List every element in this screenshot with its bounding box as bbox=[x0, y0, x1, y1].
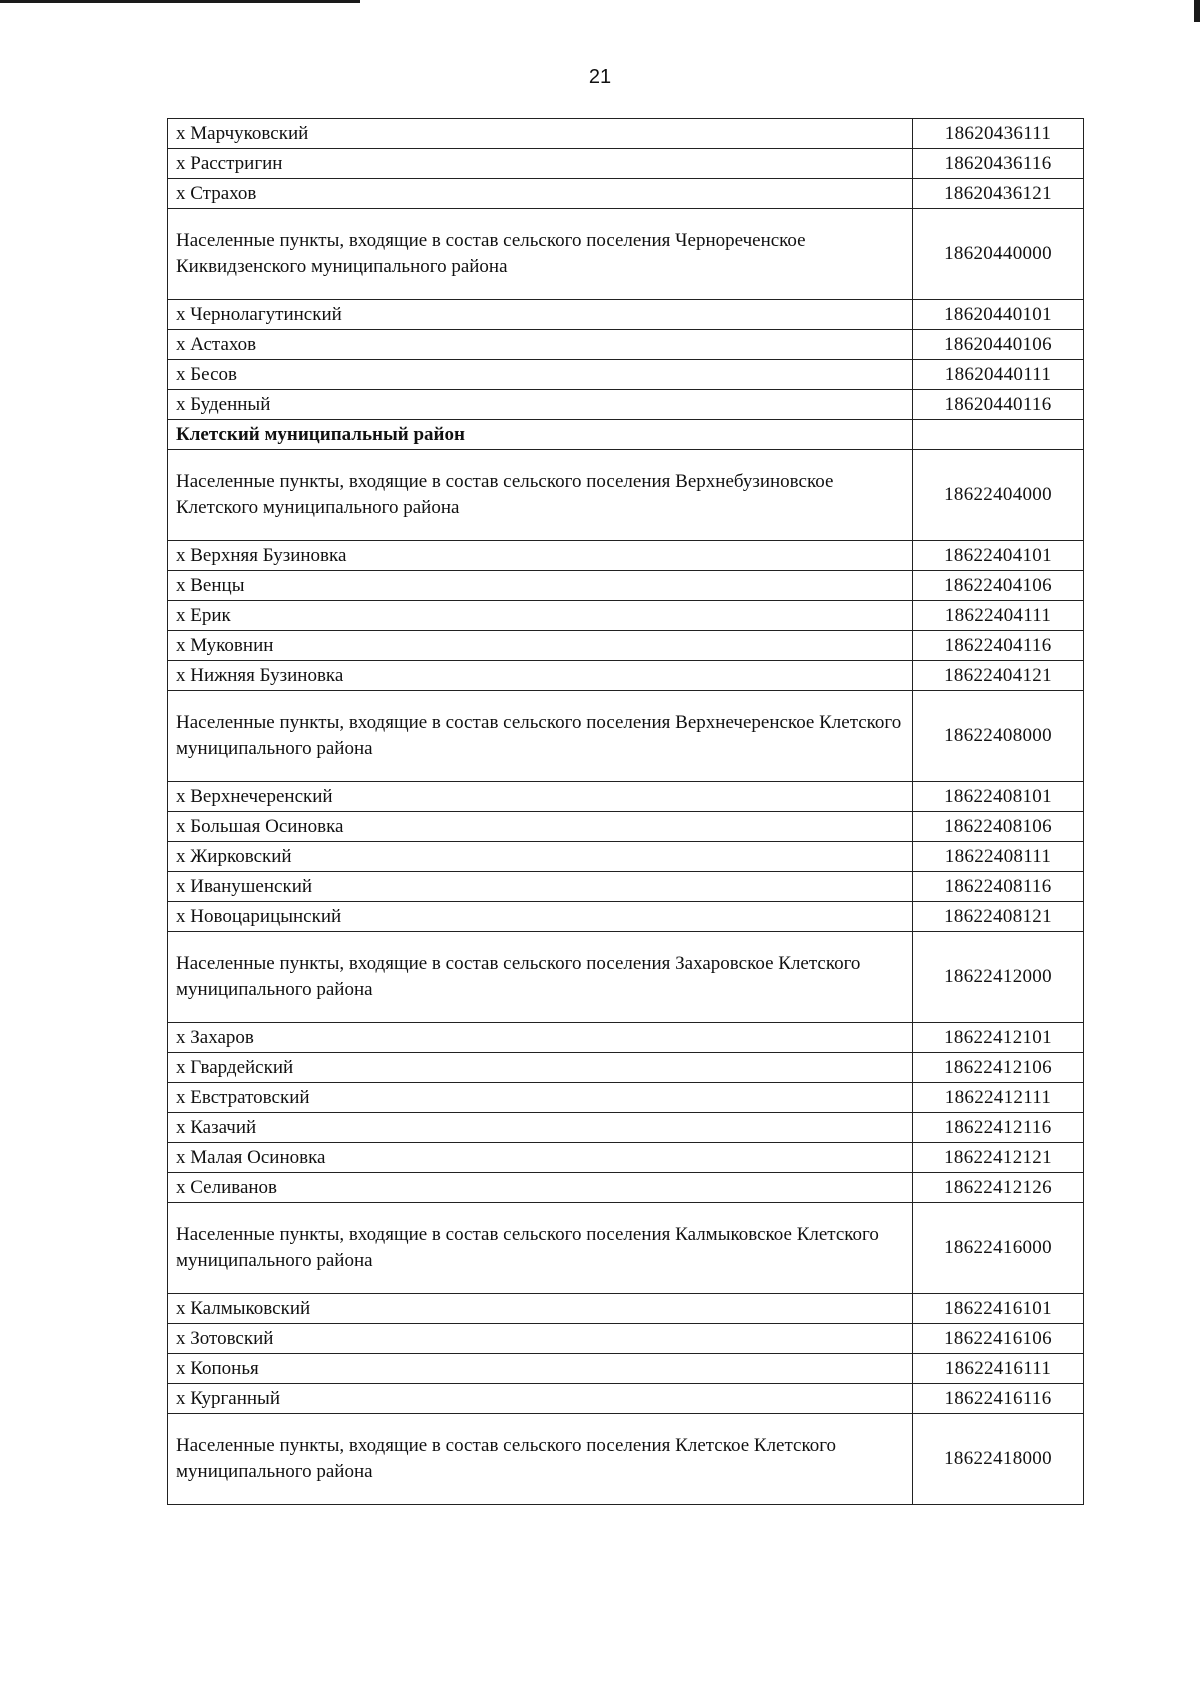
settlement-name-cell: х Буденный bbox=[168, 390, 913, 420]
table-row bbox=[168, 179, 1084, 209]
okato-code-cell: 18620436121 bbox=[913, 179, 1084, 209]
okato-code-cell: 18622412116 bbox=[913, 1113, 1084, 1143]
okato-code-cell: 18622408116 bbox=[913, 872, 1084, 902]
settlement-name-cell: х Евстратовский bbox=[168, 1083, 913, 1113]
table-row bbox=[168, 360, 1084, 390]
table-row bbox=[168, 1173, 1084, 1203]
table-row bbox=[168, 1354, 1084, 1384]
okato-code-cell: 18622408101 bbox=[913, 782, 1084, 812]
table-row bbox=[168, 812, 1084, 842]
okato-code-cell: 18620440106 bbox=[913, 330, 1084, 360]
okato-code-cell: 18622408111 bbox=[913, 842, 1084, 872]
table-row bbox=[168, 902, 1084, 932]
okato-code-cell: 18622412126 bbox=[913, 1173, 1084, 1203]
settlement-name-cell: х Новоцарицынский bbox=[168, 902, 913, 932]
okato-code-cell: 18622412121 bbox=[913, 1143, 1084, 1173]
okato-code-cell: 18622404000 bbox=[913, 450, 1084, 541]
table-row bbox=[168, 330, 1084, 360]
table-row-district bbox=[168, 420, 1084, 450]
okato-code-cell bbox=[913, 420, 1084, 450]
scan-edge-bar bbox=[0, 0, 360, 3]
settlement-name-cell: Населенные пункты, входящие в состав сельского поселения Чернореченское Киквидзенского муниципального района bbox=[168, 209, 913, 300]
table-row bbox=[168, 300, 1084, 330]
settlement-name-cell: х Калмыковский bbox=[168, 1294, 913, 1324]
settlement-name-cell: Клетский муниципальный район bbox=[168, 420, 913, 450]
table-body bbox=[168, 119, 1084, 1505]
okato-code-cell: 18620440101 bbox=[913, 300, 1084, 330]
settlement-name-cell: х Жирковский bbox=[168, 842, 913, 872]
table-row bbox=[168, 872, 1084, 902]
settlement-name-cell: х Бесов bbox=[168, 360, 913, 390]
settlement-name-cell: Населенные пункты, входящие в состав сельского поселения Захаровское Клетского муниципального района bbox=[168, 932, 913, 1023]
okato-code-cell: 18622404106 bbox=[913, 571, 1084, 601]
settlement-name-cell: х Верхняя Бузиновка bbox=[168, 541, 913, 571]
settlement-name-cell: х Захаров bbox=[168, 1023, 913, 1053]
table-row-settlement-group bbox=[168, 450, 1084, 541]
okato-code-cell: 18620440111 bbox=[913, 360, 1084, 390]
settlement-name-cell: Населенные пункты, входящие в состав сельского поселения Верхнечеренское Клетского муниципального района bbox=[168, 691, 913, 782]
okato-code-cell: 18622408106 bbox=[913, 812, 1084, 842]
table-row bbox=[168, 1294, 1084, 1324]
okato-code-cell: 18622416116 bbox=[913, 1384, 1084, 1414]
settlement-name-cell: х Зотовский bbox=[168, 1324, 913, 1354]
okato-code-cell: 18622408000 bbox=[913, 691, 1084, 782]
settlement-name-cell: х Чернолагутинский bbox=[168, 300, 913, 330]
table-row bbox=[168, 1083, 1084, 1113]
okato-code-cell: 18622404121 bbox=[913, 661, 1084, 691]
settlement-name-cell: Населенные пункты, входящие в состав сельского поселения Верхнебузиновское Клетского муниципального района bbox=[168, 450, 913, 541]
settlement-name-cell: х Нижняя Бузиновка bbox=[168, 661, 913, 691]
table-row bbox=[168, 390, 1084, 420]
table-row bbox=[168, 1324, 1084, 1354]
table-row bbox=[168, 149, 1084, 179]
table-row-settlement-group bbox=[168, 932, 1084, 1023]
okato-code-cell: 18622412111 bbox=[913, 1083, 1084, 1113]
okato-code-cell: 18620436116 bbox=[913, 149, 1084, 179]
okato-code-cell: 18622416000 bbox=[913, 1203, 1084, 1294]
settlement-name-cell: х Астахов bbox=[168, 330, 913, 360]
table-row bbox=[168, 1143, 1084, 1173]
okato-code-cell: 18622416106 bbox=[913, 1324, 1084, 1354]
table-row bbox=[168, 842, 1084, 872]
settlement-name-cell: х Марчуковский bbox=[168, 119, 913, 149]
okato-code-cell: 18620440000 bbox=[913, 209, 1084, 300]
okato-code-cell: 18622404111 bbox=[913, 601, 1084, 631]
settlement-name-cell: х Расстригин bbox=[168, 149, 913, 179]
settlement-name-cell: х Гвардейский bbox=[168, 1053, 913, 1083]
settlement-name-cell: х Большая Осиновка bbox=[168, 812, 913, 842]
table-row-settlement-group bbox=[168, 691, 1084, 782]
settlement-name-cell: х Страхов bbox=[168, 179, 913, 209]
table-row-settlement-group bbox=[168, 209, 1084, 300]
okato-code-cell: 18622418000 bbox=[913, 1414, 1084, 1505]
settlement-name-cell: х Селиванов bbox=[168, 1173, 913, 1203]
okato-code-cell: 18622416101 bbox=[913, 1294, 1084, 1324]
table-row bbox=[168, 1053, 1084, 1083]
settlement-name-cell: х Казачий bbox=[168, 1113, 913, 1143]
settlement-name-cell: х Венцы bbox=[168, 571, 913, 601]
page-number: 21 bbox=[588, 66, 612, 88]
okato-code-cell: 18622412000 bbox=[913, 932, 1084, 1023]
okato-code-cell: 18622404101 bbox=[913, 541, 1084, 571]
table-row bbox=[168, 1384, 1084, 1414]
settlement-name-cell: х Малая Осиновка bbox=[168, 1143, 913, 1173]
table-row bbox=[168, 782, 1084, 812]
okato-code-cell: 18620436111 bbox=[913, 119, 1084, 149]
table-row bbox=[168, 541, 1084, 571]
table-row bbox=[168, 571, 1084, 601]
okato-code-cell: 18620440116 bbox=[913, 390, 1084, 420]
settlement-name-cell: х Иванушенский bbox=[168, 872, 913, 902]
table-row bbox=[168, 119, 1084, 149]
table-row bbox=[168, 631, 1084, 661]
okato-code-cell: 18622412101 bbox=[913, 1023, 1084, 1053]
scan-edge-mark bbox=[1194, 0, 1200, 22]
table-row-settlement-group bbox=[168, 1414, 1084, 1505]
table-row bbox=[168, 1113, 1084, 1143]
table-row-settlement-group bbox=[168, 1203, 1084, 1294]
table-row bbox=[168, 1023, 1084, 1053]
okato-code-cell: 18622404116 bbox=[913, 631, 1084, 661]
settlement-name-cell: Населенные пункты, входящие в состав сельского поселения Калмыковское Клетского муниципального района bbox=[168, 1203, 913, 1294]
settlements-table bbox=[167, 118, 1084, 1505]
table-row bbox=[168, 661, 1084, 691]
table-row bbox=[168, 601, 1084, 631]
settlement-name-cell: х Ерик bbox=[168, 601, 913, 631]
settlement-name-cell: х Верхнечеренский bbox=[168, 782, 913, 812]
okato-code-cell: 18622412106 bbox=[913, 1053, 1084, 1083]
settlement-name-cell: х Копонья bbox=[168, 1354, 913, 1384]
settlement-name-cell: х Курганный bbox=[168, 1384, 913, 1414]
settlement-name-cell: х Муковнин bbox=[168, 631, 913, 661]
okato-code-cell: 18622416111 bbox=[913, 1354, 1084, 1384]
okato-code-cell: 18622408121 bbox=[913, 902, 1084, 932]
settlement-name-cell: Населенные пункты, входящие в состав сельского поселения Клетское Клетского муниципального района bbox=[168, 1414, 913, 1505]
